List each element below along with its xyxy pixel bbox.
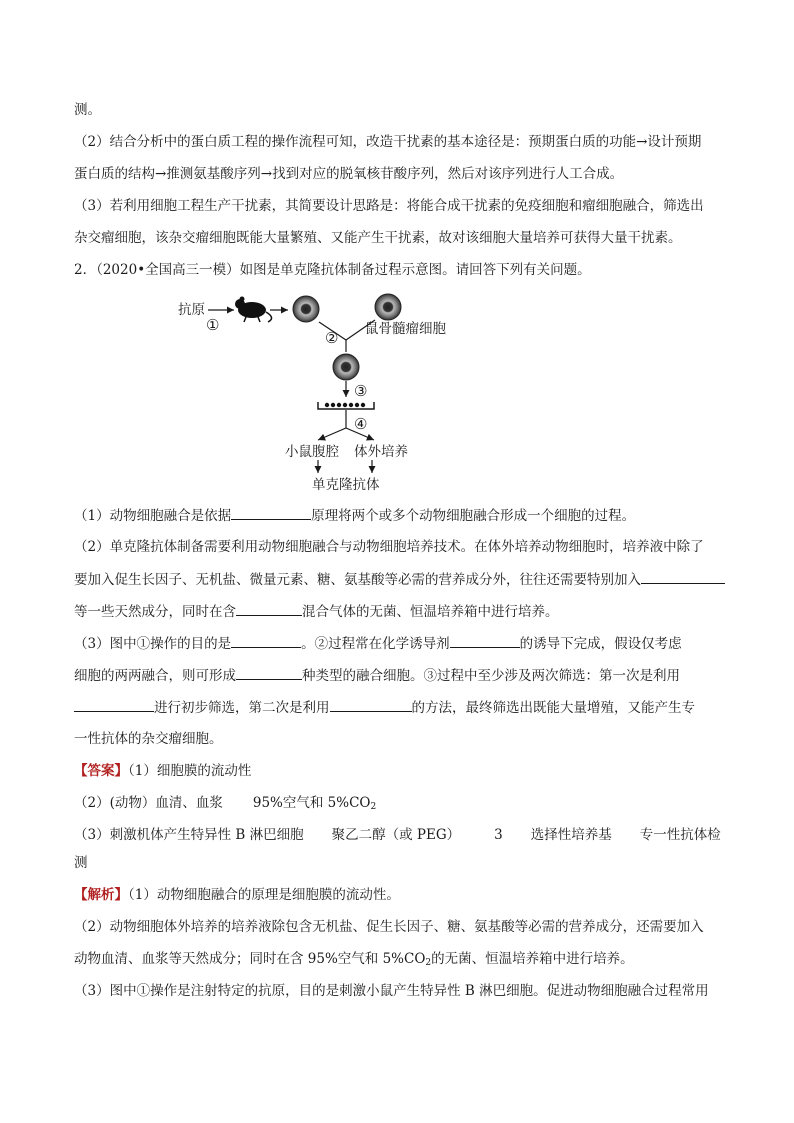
question-title: 2．（2020•全国高三一模）如图是单克隆抗体制备过程示意图。请回答下列有关问题。	[74, 262, 591, 278]
analysis-line-4: （3）图中①操作是注射特定的抗原，目的是刺激小鼠产生特异性 B 淋巴细胞。促进动物细胞融合过程常用	[74, 983, 709, 999]
q2-text-a: 等一些天然成分，同时在含	[74, 604, 236, 620]
label-mab: 单克隆抗体	[312, 477, 380, 493]
analysis-1: （1）动物细胞融合的原理是细胞膜的流动性。	[128, 887, 400, 903]
analysis-2b: 的无菌、恒温培养箱中进行培养。	[431, 951, 634, 967]
text-line: 测。	[74, 102, 101, 118]
answer-line-1	[74, 761, 251, 781]
text-line: （3）若利用细胞工程生产干扰素，其简要设计思路是：将能合成干扰素的免疫细胞和瘤细胞融合，筛选出	[74, 198, 704, 214]
q3-text-a: （3）图中①操作的目的是	[74, 636, 232, 652]
answer-line-2	[74, 793, 376, 817]
question-2-line-3	[74, 601, 559, 622]
answer-2-sub: 2	[370, 802, 377, 812]
label-antigen: 抗原	[178, 302, 205, 318]
q3-text-g: 的方法，最终筛选出既能大量增殖，又能产生专	[411, 700, 695, 716]
analysis-2-sub: 2	[425, 958, 432, 968]
question-2-line-2	[74, 569, 725, 590]
q3-text-e: 种类型的融合细胞。③过程中至少涉及两次筛选：第一次是利用	[302, 668, 680, 684]
q3-text-f: 进行初步筛选，第二次是利用	[154, 700, 330, 716]
q1-text-b: 原理将两个或多个动物细胞融合形成一个细胞的过程。	[311, 508, 636, 524]
text-line: （2）结合分析中的蛋白质工程的操作流程可知，改造干扰素的基本途径是：预期蛋白质的功能→设计预期	[74, 134, 702, 150]
answer-blank[interactable]	[231, 505, 311, 520]
answer-2b: 95%空气和 5%CO	[252, 795, 371, 811]
answer-line-3	[74, 825, 721, 845]
question-3-line-1	[74, 633, 682, 654]
question-3-line-4: 一性抗体的杂交瘤细胞。	[74, 731, 223, 747]
analysis-2a: 动物血清、血浆等天然成分；同时在含 95%空气和 5%CO	[74, 951, 426, 967]
answer-blank[interactable]	[641, 569, 725, 584]
answer-1: （1）细胞膜的流动性	[128, 763, 252, 779]
label-in-vitro: 体外培养	[354, 444, 408, 460]
label-step-3: ③	[354, 382, 368, 400]
myeloma-cell	[375, 294, 401, 320]
analysis-line-1	[74, 885, 400, 905]
b-cell	[293, 296, 319, 322]
q3-text-c: 的诱导下完成，假设仅考虑	[519, 636, 682, 652]
q3-text-d: 细胞的两两融合，则可形成	[74, 668, 236, 684]
analysis-tag: 【解析】	[74, 887, 128, 903]
q3-text-b: 。②过程常在化学诱导剂	[301, 636, 450, 652]
answer-3d: 选择性培养基	[530, 827, 612, 843]
answer-3b: 聚乙二醇（或 PEG）	[331, 827, 461, 843]
question-3-line-3	[74, 697, 695, 718]
analysis-line-2: （2）动物细胞体外培养的培养液除包含无机盐、促生长因子、糖、氨基酸等必需的营养成分，还需要加入	[74, 919, 704, 935]
q2-text: 要加入促生长因子、无机盐、微量元素、糖、氨基酸等必需的营养成分外，往往还需要特别加入	[74, 572, 641, 588]
answer-line-4: 测	[74, 855, 88, 871]
answer-3a: （3）刺激机体产生特异性 B 淋巴细胞	[74, 827, 304, 843]
answer-blank[interactable]	[450, 633, 520, 648]
text-line: 杂交瘤细胞，该杂交瘤细胞既能大量繁殖、又能产生干扰素，故对该细胞大量培养可获得大量干扰素。	[74, 230, 682, 246]
q1-text-a: （1）动物细胞融合是依据	[74, 508, 232, 524]
text-line: 蛋白质的结构→推测氨基酸序列→找到对应的脱氧核苷酸序列，然后对该序列进行人工合成。	[74, 166, 624, 182]
label-step-1: ①	[206, 316, 220, 334]
answer-blank[interactable]	[330, 697, 412, 712]
answer-tag: 【答案】	[74, 763, 128, 779]
answer-3c: 3	[494, 827, 503, 843]
question-1	[74, 505, 635, 526]
q2-text-b: 混合气体的无菌、恒温培养箱中进行培养。	[302, 604, 559, 620]
answer-blank[interactable]	[236, 665, 302, 680]
analysis-line-3	[74, 949, 634, 973]
answer-blank[interactable]	[231, 633, 301, 648]
answer-blank[interactable]	[74, 697, 154, 712]
arrow-to-abdomen	[318, 428, 346, 440]
culture-plate	[318, 402, 374, 409]
mouse-icon	[235, 297, 272, 323]
question-3-line-2	[74, 665, 680, 686]
answer-blank[interactable]	[236, 601, 302, 616]
question-2-line-1: （2）单克隆抗体制备需要利用动物细胞融合与动物细胞培养技术。在体外培养动物细胞时，培养液中除了	[74, 539, 704, 555]
label-myeloma: 鼠骨髓瘤细胞	[365, 321, 446, 337]
hybrid-cell	[333, 354, 359, 380]
label-step-4: ④	[354, 415, 368, 433]
answer-2a: （2）(动物）血清、血浆	[74, 795, 223, 811]
label-step-2: ②	[325, 329, 339, 347]
answer-3e: 专一性抗体检	[639, 827, 721, 843]
label-mouse-abdomen: 小鼠腹腔	[285, 444, 339, 460]
